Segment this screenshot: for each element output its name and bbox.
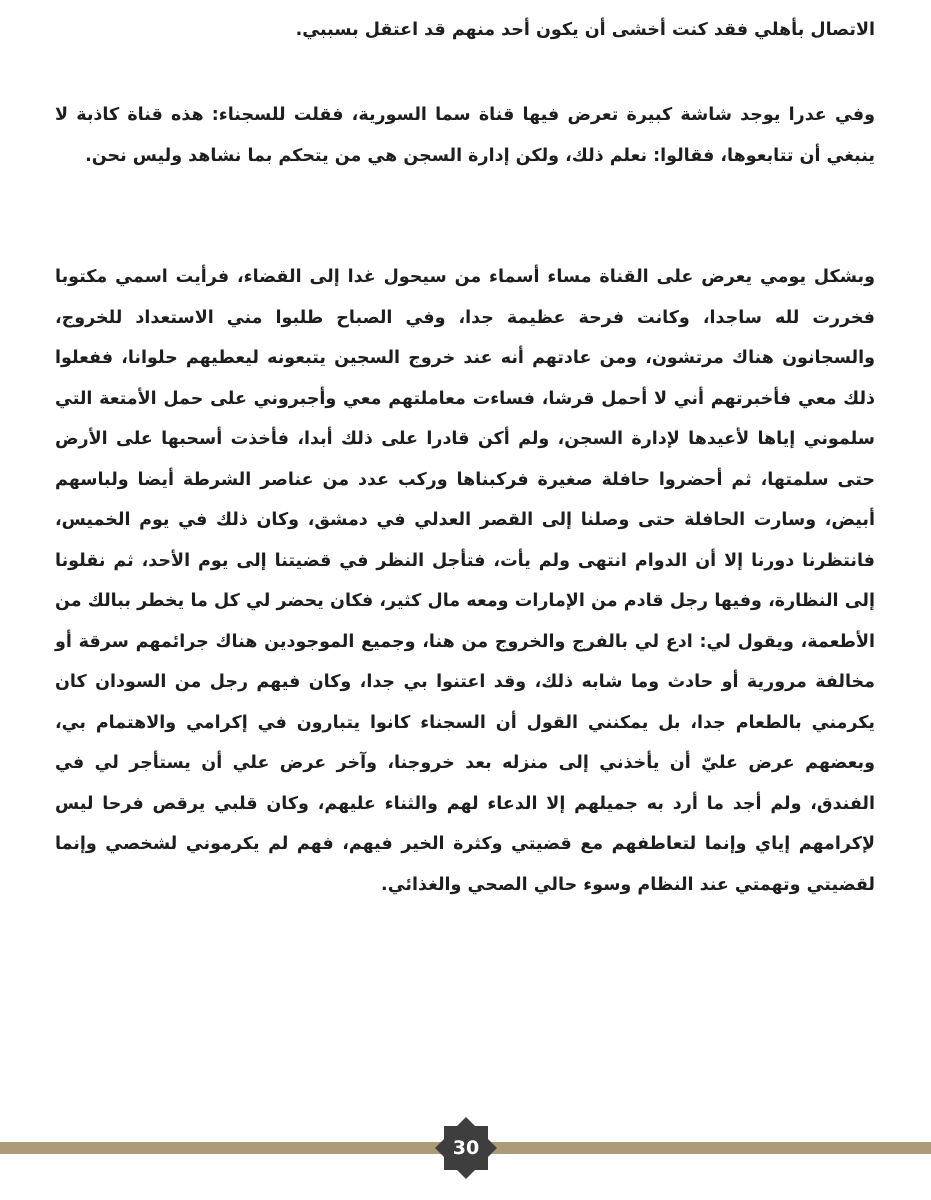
paragraph-3: وبشكل يومي يعرض على القناة مساء أسماء من سيحول غدا إلى القضاء، فرأيت اسمي مكتوبا فخررت لله ساجدا، وكانت فرحة عظيمة جدا، وفي الصباح طلبوا مني الاستعداد للخروج، والسجانون هناك مرتشون، ومن عادتهم أنه عند خروج السجين يتبعونه ليعطيهم حلوانا، ففعلوا ذلك معي فأخبرتهم أني لا أحمل قرشا، فساءت معاملتهم معي وأجبروني على حمل الأمتعة التي سلموني إياها لأعيدها لإدارة السجن، ولم أكن قادرا على ذلك أبدا، فأخذت أسحبها على الأرض حتى سلمتها، ثم أحضروا حافلة صغيرة فركبناها وركب عدد من عناصر الشرطة أيضا ولباسهم أبيض، وسارت الحافلة حتى وصلنا إلى القصر العدلي في دمشق، وكان ذلك في يوم الخميس، فانتظرنا دورنا إلا أن الدوام انتهى ولم يأت، فتأجل النظر في قضيتنا إلى يوم الأحد، ثم نقلونا إلى النظارة، وفيها رجل قادم من الإمارات ومعه مال كثير، فكان يحضر لي كل ما يخطر ببالك من الأطعمة، ويقول لي: ادع لي بالفرج والخروج من هنا، وجميع الموجودين هناك جرائمهم سرقة أو مخالفة مرورية أو حادث وما شابه ذلك، وقد اعتنوا بي جدا، وكان فيهم رجل من السودان كان يكرمني بالطعام جدا، بل يمكنني القول أن السجناء كانوا يتبارون في إكرامي والاهتمام بي، وبعضهم عرض عليّ أن يأخذني إلى منزله بعد خروجنا، وآخر عرض علي أن يستأجر لي في الفندق، ولم أجد ما أرد به جميلهم إلا الدعاء لهم والثناء عليهم، وكان قلبي يرقص فرحا ليس لإكرامهم إياي وإنما لتعاطفهم مع قضيتي وكثرة الخير فيهم، فهم لم يكرموني لشخصي وإنما لقضيتي وتهمتي عند النظام وسوء حالي الصحي والغذائي. [55, 267, 875, 895]
paragraph-1: الاتصال بأهلي فقد كنت أخشى أن يكون أحد منهم قد اعتقل بسببي. [295, 20, 875, 40]
page-number: 30 [452, 1137, 480, 1159]
paragraph-2: وفي عدرا يوجد شاشة كبيرة تعرض فيها قناة سما السورية، فقلت للسجناء: هذه قناة كاذبة لا ينبغي أن تتابعوها، فقالوا: نعلم ذلك، ولكن إدارة السجن هي من يتحكم بما نشاهد وليس نحن. [55, 105, 875, 166]
